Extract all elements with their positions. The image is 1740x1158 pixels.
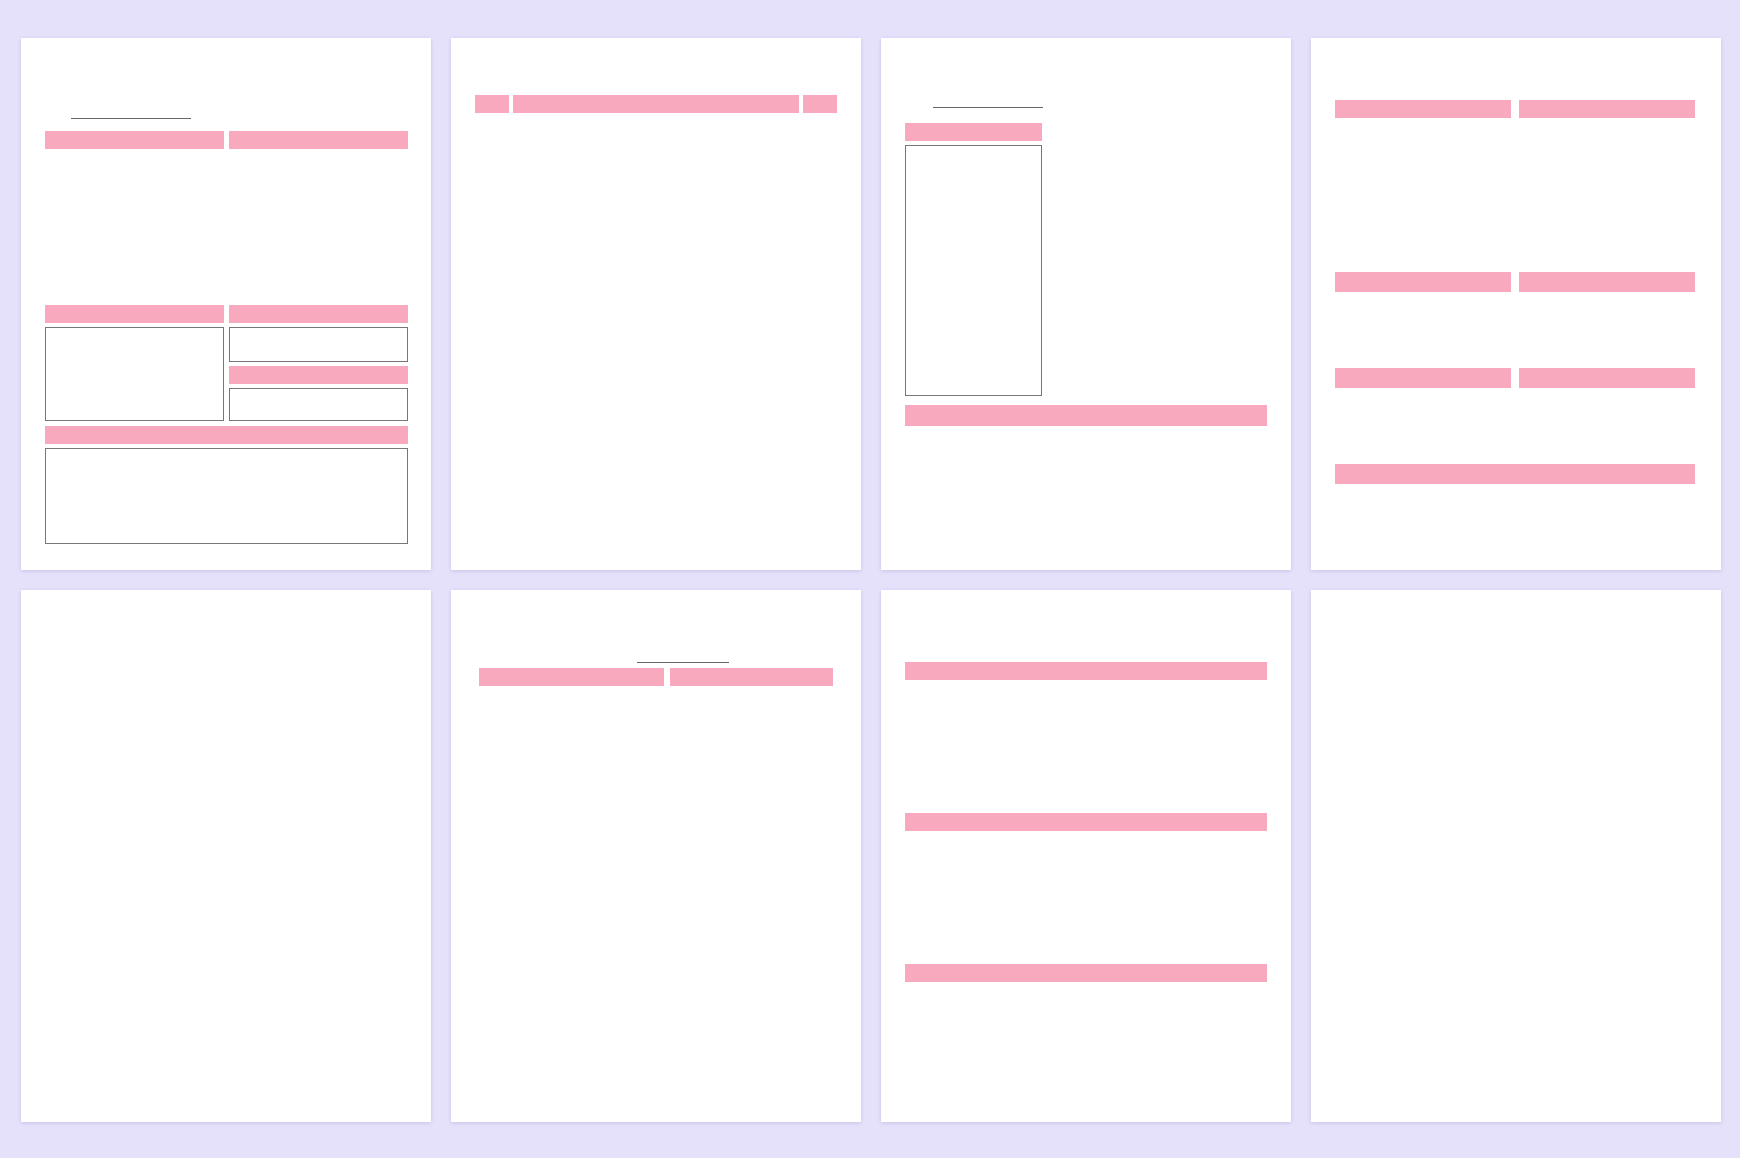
day-col-header <box>475 95 509 113</box>
action-col-header <box>479 668 664 686</box>
physical-lines[interactable] <box>1519 292 1695 364</box>
activities-box[interactable] <box>45 448 408 544</box>
habit-start-lines[interactable] <box>1335 388 1511 460</box>
social-lines[interactable] <box>1335 292 1511 364</box>
date-line[interactable] <box>933 107 1043 108</box>
habit-start-header <box>1335 368 1511 388</box>
task-col-header <box>513 95 799 113</box>
social-header <box>1335 272 1511 292</box>
body-goals-header <box>45 305 224 323</box>
self-care-planner-page <box>21 38 431 570</box>
mood-faces <box>229 388 408 421</box>
activities-box[interactable] <box>905 145 1042 396</box>
notes-lines[interactable] <box>905 426 1267 544</box>
done-col-header <box>803 95 837 113</box>
self-care-tracker-page <box>881 38 1291 570</box>
habit-stop-header <box>1519 368 1695 388</box>
notes-header <box>905 405 1267 426</box>
mood-tracker-header <box>229 366 408 384</box>
weekday-headers <box>670 668 833 686</box>
books-header <box>905 662 1267 680</box>
games-header <box>905 964 1267 982</box>
affirmations-header <box>229 131 408 149</box>
physical-header <box>1519 272 1695 292</box>
water-drops <box>229 327 408 362</box>
self-care-intention-page <box>1311 38 1721 570</box>
sleep-tracker-page <box>1311 590 1721 1122</box>
date-line[interactable] <box>71 118 191 119</box>
weekly-self-care-checklist-page <box>451 590 861 1122</box>
activities-header <box>45 426 408 444</box>
self-care-checklist-page <box>451 38 861 570</box>
body-goals-box[interactable] <box>45 327 224 421</box>
notes-header <box>1335 464 1695 484</box>
week-of-line[interactable] <box>637 662 729 663</box>
monthly-self-care-tracker-page <box>21 590 431 1122</box>
habit-stop-lines[interactable] <box>1519 388 1695 460</box>
activities-header <box>905 123 1042 141</box>
emotional-header <box>1335 100 1511 118</box>
mind-goals-header <box>45 131 224 149</box>
water-tracker-header <box>229 305 408 323</box>
notes-lines[interactable] <box>1335 484 1695 544</box>
songs-header <box>905 813 1267 831</box>
spiritual-header <box>1519 100 1695 118</box>
happy-place-page <box>881 590 1291 1122</box>
